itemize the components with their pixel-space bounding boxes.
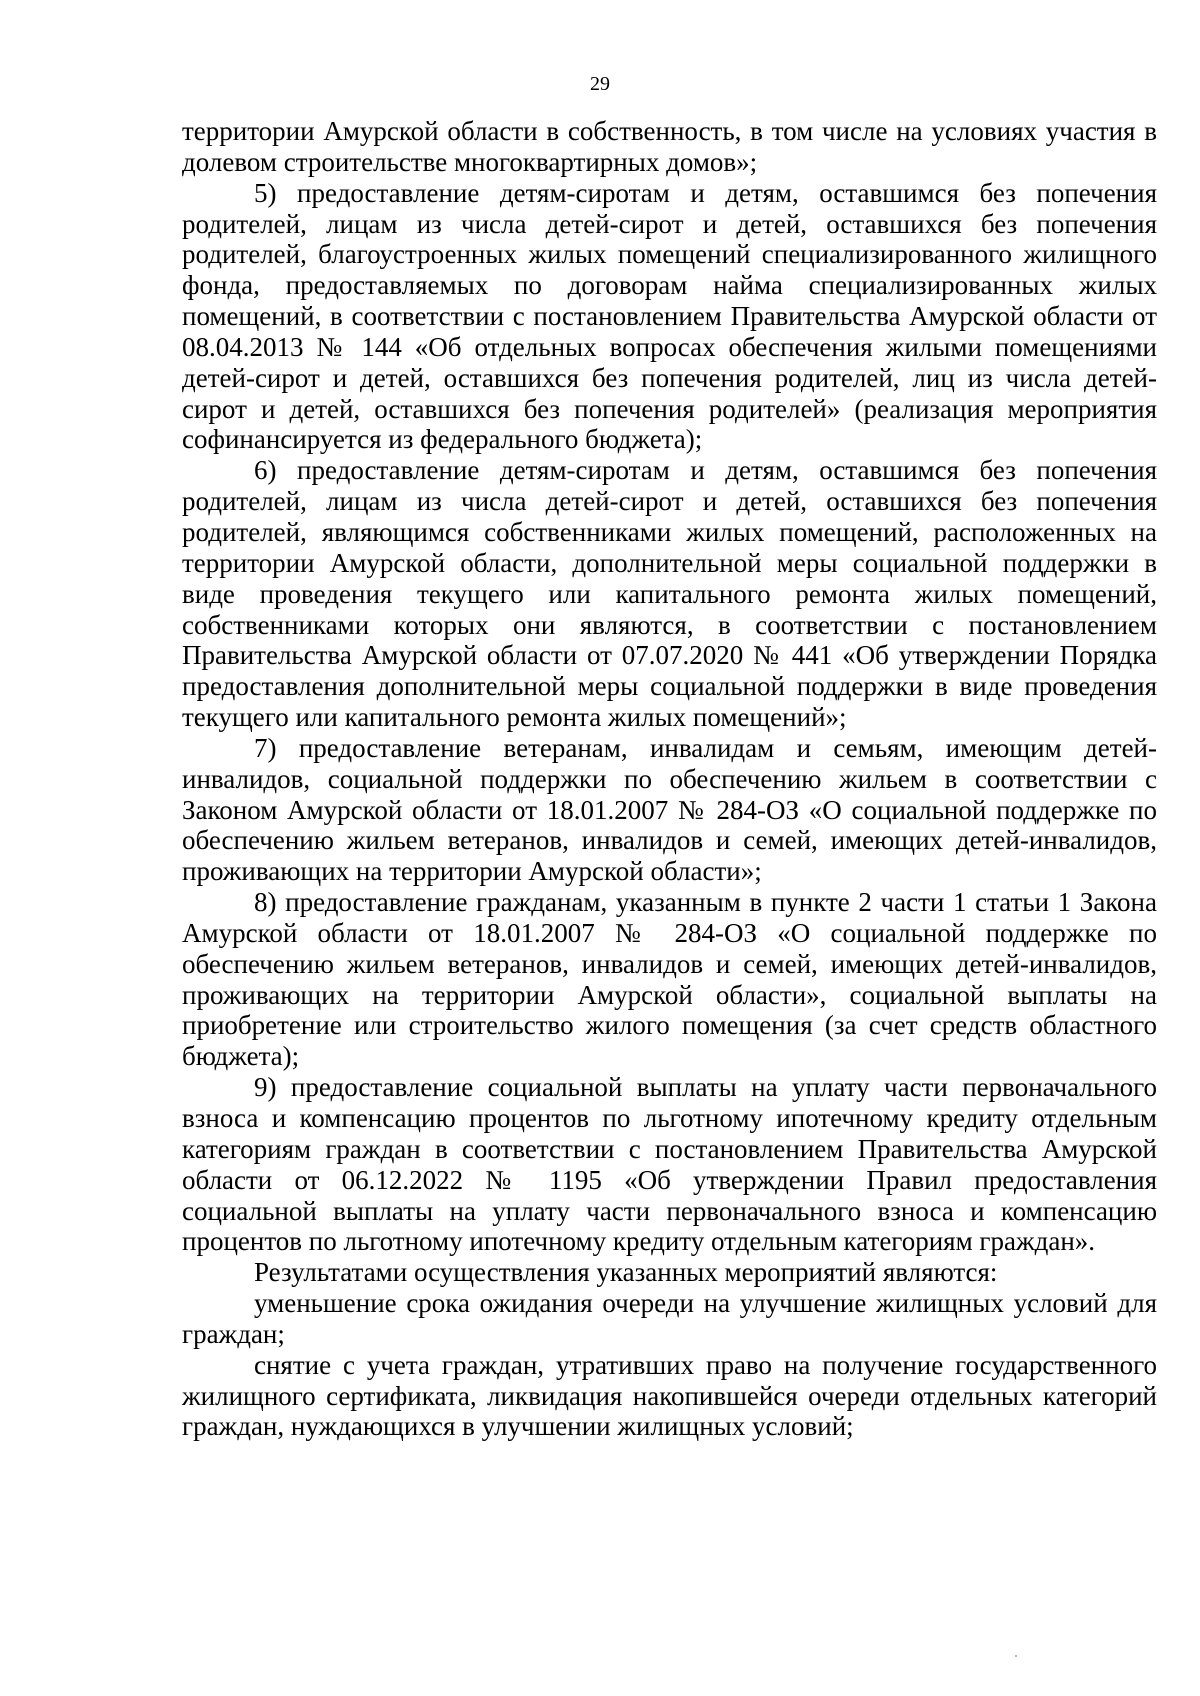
paragraph-item-7: 7) предоставление ветеранам, инвалидам и семьям, имеющим детей-инвалидов, социальной поддержки по обеспечению жильем в соответствии с Законом Амурской области от 18.01.2007 № 284-ОЗ «О социальной поддержке по обеспечению жильем ветеранов, инвалидов и семей, имеющих детей-инвалидов, проживающих на территории Амурской области»; (182, 732, 1157, 887)
paragraph-result-deregistration: снятие с учета граждан, утративших право на получение государственного жилищного сертификата, ликвидация накопившейся очереди отдельных категорий граждан, нуждающихся в улучшении жилищных условий; (182, 1349, 1157, 1442)
page-number: 29 (590, 73, 610, 95)
paragraph-item-5: 5) предоставление детям-сиротам и детям, оставшимся без попечения родителей, лицам из числа детей-сирот и детей, оставшихся без попечения родителей, благоустроенных жилых помещений специализированного жилищного фонда, предоставляемых по договорам найма специализированных жилых помещений, в соответствии с постановлением Правительства Амурской области от 08.04.2013 № 144 «Об отдельных вопросах обеспечения жилыми помещениями детей-сирот и детей, оставшихся без попечения родителей, лиц из числа детей-сирот и детей, оставшихся без попечения родителей» (реализация мероприятия софинансируется из федерального бюджета); (182, 177, 1157, 455)
document-body (182, 116, 1157, 1442)
paragraph-continuation: территории Амурской области в собственность, в том числе на условиях участия в долевом строительстве многоквартирных домов»; (182, 116, 1157, 177)
paragraph-result-waiting-time: уменьшение срока ожидания очереди на улучшение жилищных условий для граждан; (182, 1288, 1157, 1349)
paragraph-item-9: 9) предоставление социальной выплаты на уплату части первоначального взноса и компенсацию процентов по льготному ипотечному кредиту отдельным категориям граждан в соответствии с постановлением Правительства Амурской области от 06.12.2022 № 1195 «Об утверждении Правил предоставления социальной выплаты на уплату части первоначального взноса и компенсацию процентов по льготному ипотечному кредиту отдельным категориям граждан». (182, 1072, 1157, 1257)
paragraph-results-intro: Результатами осуществления указанных мероприятий являются: (254, 1257, 998, 1288)
paragraph-item-8: 8) предоставление гражданам, указанным в пункте 2 части 1 статьи 1 Закона Амурской области от 18.01.2007 № 284-ОЗ «О социальной поддержке по обеспечению жильем ветеранов, инвалидов и семей, имеющих детей-инвалидов, проживающих на территории Амурской области», социальной выплаты на приобретение или строительство жилого помещения (за счет средств областного бюджета); (182, 887, 1157, 1072)
paragraph-item-6: 6) предоставление детям-сиротам и детям, оставшимся без попечения родителей, лицам из числа детей-сирот и детей, оставшихся без попечения родителей, являющимся собственниками жилых помещений, расположенных на территории Амурской области, дополнительной меры социальной поддержки в виде проведения текущего или капитального ремонта жилых помещений, собственниками которых они являются, в соответствии с постановлением Правительства Амурской области от 07.07.2020 № 441 «Об утверждении Порядка предоставления дополнительной меры социальной поддержки в виде проведения текущего или капитального ремонта жилых помещений»; (182, 455, 1157, 733)
scan-speck (1015, 1655, 1017, 1657)
